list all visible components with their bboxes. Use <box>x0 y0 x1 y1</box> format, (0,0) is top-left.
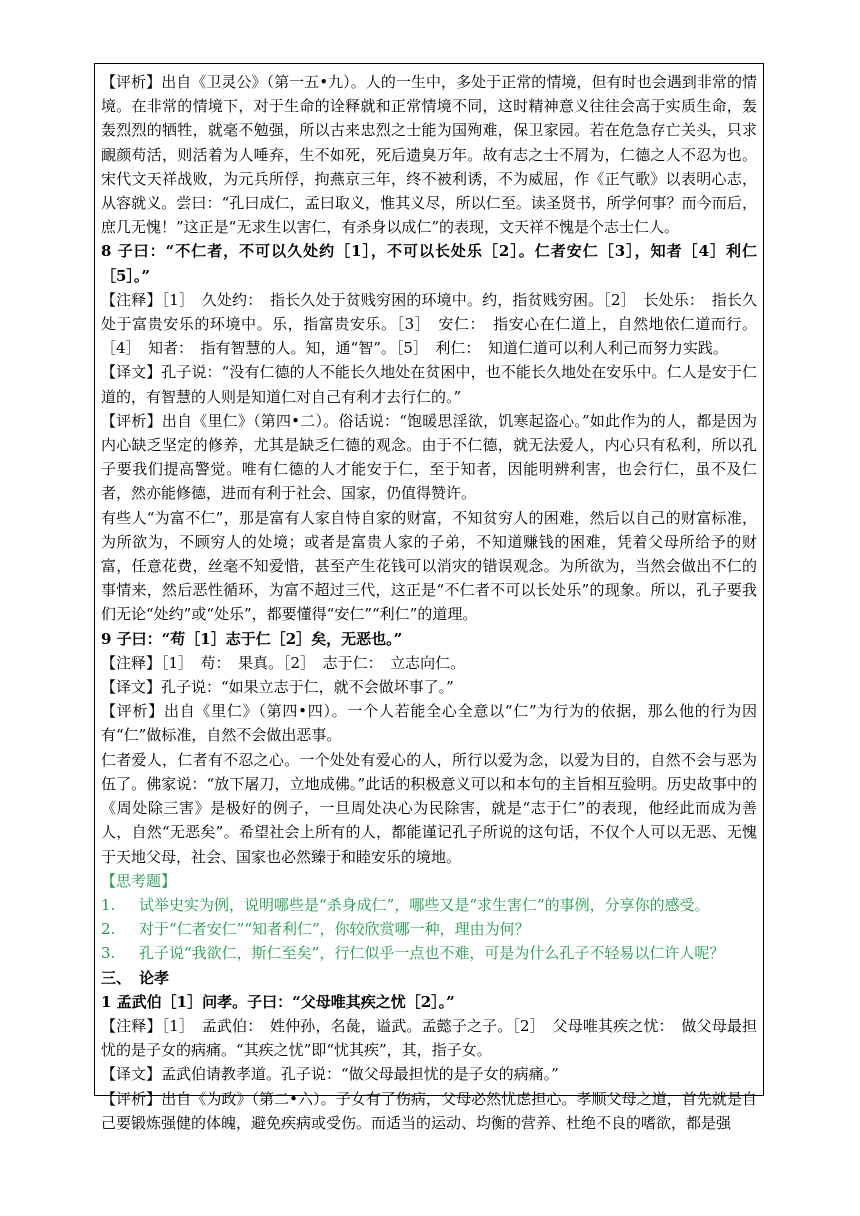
section-heading: 9 子曰：“苟［1］志于仁［2］矣，无恶也。” <box>101 629 403 648</box>
list-item <box>101 941 757 965</box>
section-heading: 8 子曰：“不仁者，不可以久处约［1］，不可以长处乐［2］。仁者安仁［3］，知者［4］利仁［5］。” <box>101 242 757 285</box>
list-text: 试举史实为例，说明哪些是“杀身成仁”，哪些又是“求生害仁”的事例，分享你的感受。 <box>139 895 710 914</box>
list-text: 对于“仁者安仁”“知者利仁”，你较欣赏哪一种，理由为何？ <box>139 920 530 939</box>
list-item <box>101 917 757 941</box>
list-number: 三、 <box>101 968 132 987</box>
paragraph: 【注释】［1］ 久处约： 指长久处于贫贱穷困的环境中。约，指贫贱穷困。［2］ 长处乐： 指长久处于富贵安乐的环境中。乐，指富贵安乐。［3］ 安仁： 指安心在仁道上，自然地依仁道而行。［4］ 知者： 指有智慧的人。知，通“智”。［5］ 利仁： 知道仁道可以利人利己而努力实践。 <box>101 290 757 358</box>
paragraph: 【评析】出自《卫灵公》（第一五•九）。人的一生中，多处于正常的情境，但有时也会遇到非常的情境。在非常的情境下，对于生命的诠释就和正常情境不同，这时精神意义往往会高于实质生命，轰轰烈烈的牺牲，就毫不勉强，所以古来忠烈之士能为国殉难，保卫家园。若在危急存亡关头，只求靦颜苟活，则活着为人唾弃，生不如死，死后遗臭万年。故有志之士不屑为，仁德之人不忍为也。宋代文天祥战败，为元兵所俘，拘燕京三年，终不被利诱，不为威屈，作《正气歌》以表明心志，从容就义。尝曰：“孔曰成仁，孟曰取义，惟其义尽，所以仁至。读圣贤书，所学何事？而今而后，庶几无愧！”这正是“无求生以害仁，有杀身以成仁”的表现，文天祥不愧是个志士仁人。 <box>101 73 757 237</box>
document-body <box>101 70 757 1135</box>
paragraph: 【译文】孟武伯请教孝道。孔子说：“做父母最担忧的是子女的病痛。” <box>101 1065 559 1084</box>
paragraph: 【注释】［1］ 孟武伯： 姓仲孙，名彘，谥武。孟懿子之子。［2］ 父母唯其疾之忧： 做父母最担忧的是子女的病痛。“其疾之忧”即“忧其疾”，其，指子女。 <box>101 1016 757 1060</box>
paragraph: 仁者爱人，仁者有不忍之心。一个处处有爱心的人，所行以爱为念，以爱为目的，自然不会与恶为伍了。佛家说：“放下屠刀，立地成佛。”此话的积极意义可以和本句的主旨相互验明。历史故事中的《周处除三害》是极好的例子，一旦周处决心为民除害，就是“志于仁”的表现，他经此而成为善人，自然“无恶矣”。希望社会上所有的人，都能谨记孔子所说的这句话，不仅个人可以无恶、无愧于天地父母，社会、国家也必然臻于和睦安乐的境地。 <box>101 750 757 866</box>
list-item <box>101 966 757 990</box>
list-number: 3. <box>101 944 116 963</box>
paragraph: 【译文】孔子说：“没有仁德的人不能长久地处在贫困中，也不能长久地处在安乐中。仁人是安于仁道的，有智慧的人则是知道仁对自己有利才去行仁的。” <box>101 363 757 406</box>
section-heading: 1 孟武伯［1］问孝。子曰：“父母唯其疾之忧［2］。” <box>101 992 455 1011</box>
paragraph: 【思考题】 <box>101 871 177 890</box>
paragraph: 【评析】出自《为政》（第二•六）。子女有了伤病，父母必然忧虑担心。孝顺父母之道，首先就是自己要锻炼强健的体魄，避免疾病或受伤。而适当的运动、均衡的营养、杜绝不良的嗜欲，都是强 <box>101 1089 757 1132</box>
paragraph: 【评析】出自《里仁》（第四•四）。一个人若能全心全意以“仁”为行为的依据，那么他的行为因有“仁”做标准，自然不会做出恶事。 <box>101 702 757 745</box>
list-number: 2. <box>101 920 116 939</box>
list-number: 1. <box>101 895 116 914</box>
list-text: 孔子说“我欲仁，斯仁至矣”，行仁似乎一点也不难，可是为什么孔子不轻易以仁许人呢？ <box>139 944 725 963</box>
paragraph: 【注释】［1］ 苟： 果真。［2］ 志于仁： 立志向仁。 <box>101 653 466 672</box>
list-text: 论孝 <box>139 968 170 987</box>
paragraph: 【评析】出自《里仁》（第四•二）。俗话说：“饱暖思淫欲，饥寒起盗心。”如此作为的人，都是因为内心缺乏坚定的修养，尤其是缺乏仁德的观念。由于不仁德，就无法爱人，内心只有私利，所以孔子要我们提高警觉。唯有仁德的人才能安于仁，至于知者，因能明辨利害，也会行仁，虽不及仁者，然亦能修德，进而有利于社会、国家，仍值得赞许。 <box>101 411 757 503</box>
paragraph: 有些人“为富不仁”，那是富有人家自恃自家的财富，不知贫穷人的困难，然后以自己的财富标准，为所欲为，不顾穷人的处境；或者是富贵人家的子弟，不知道赚钱的困难，凭着父母所给予的财富，任意花费，丝毫不知爱惜，甚至产生花钱可以消灾的错误观念。为所欲为，当然会做出不仁的事情来，然后恶性循环，为富不超过三代，这正是“不仁者不可以长处乐”的现象。所以，孔子要我们无论“处约”或“处乐”，都要懂得“安仁”“利仁”的道理。 <box>101 508 757 624</box>
document-frame <box>94 63 764 1132</box>
paragraph: 【译文】孔子说：“如果立志于仁，就不会做坏事了。” <box>101 678 454 697</box>
list-item <box>101 893 757 917</box>
